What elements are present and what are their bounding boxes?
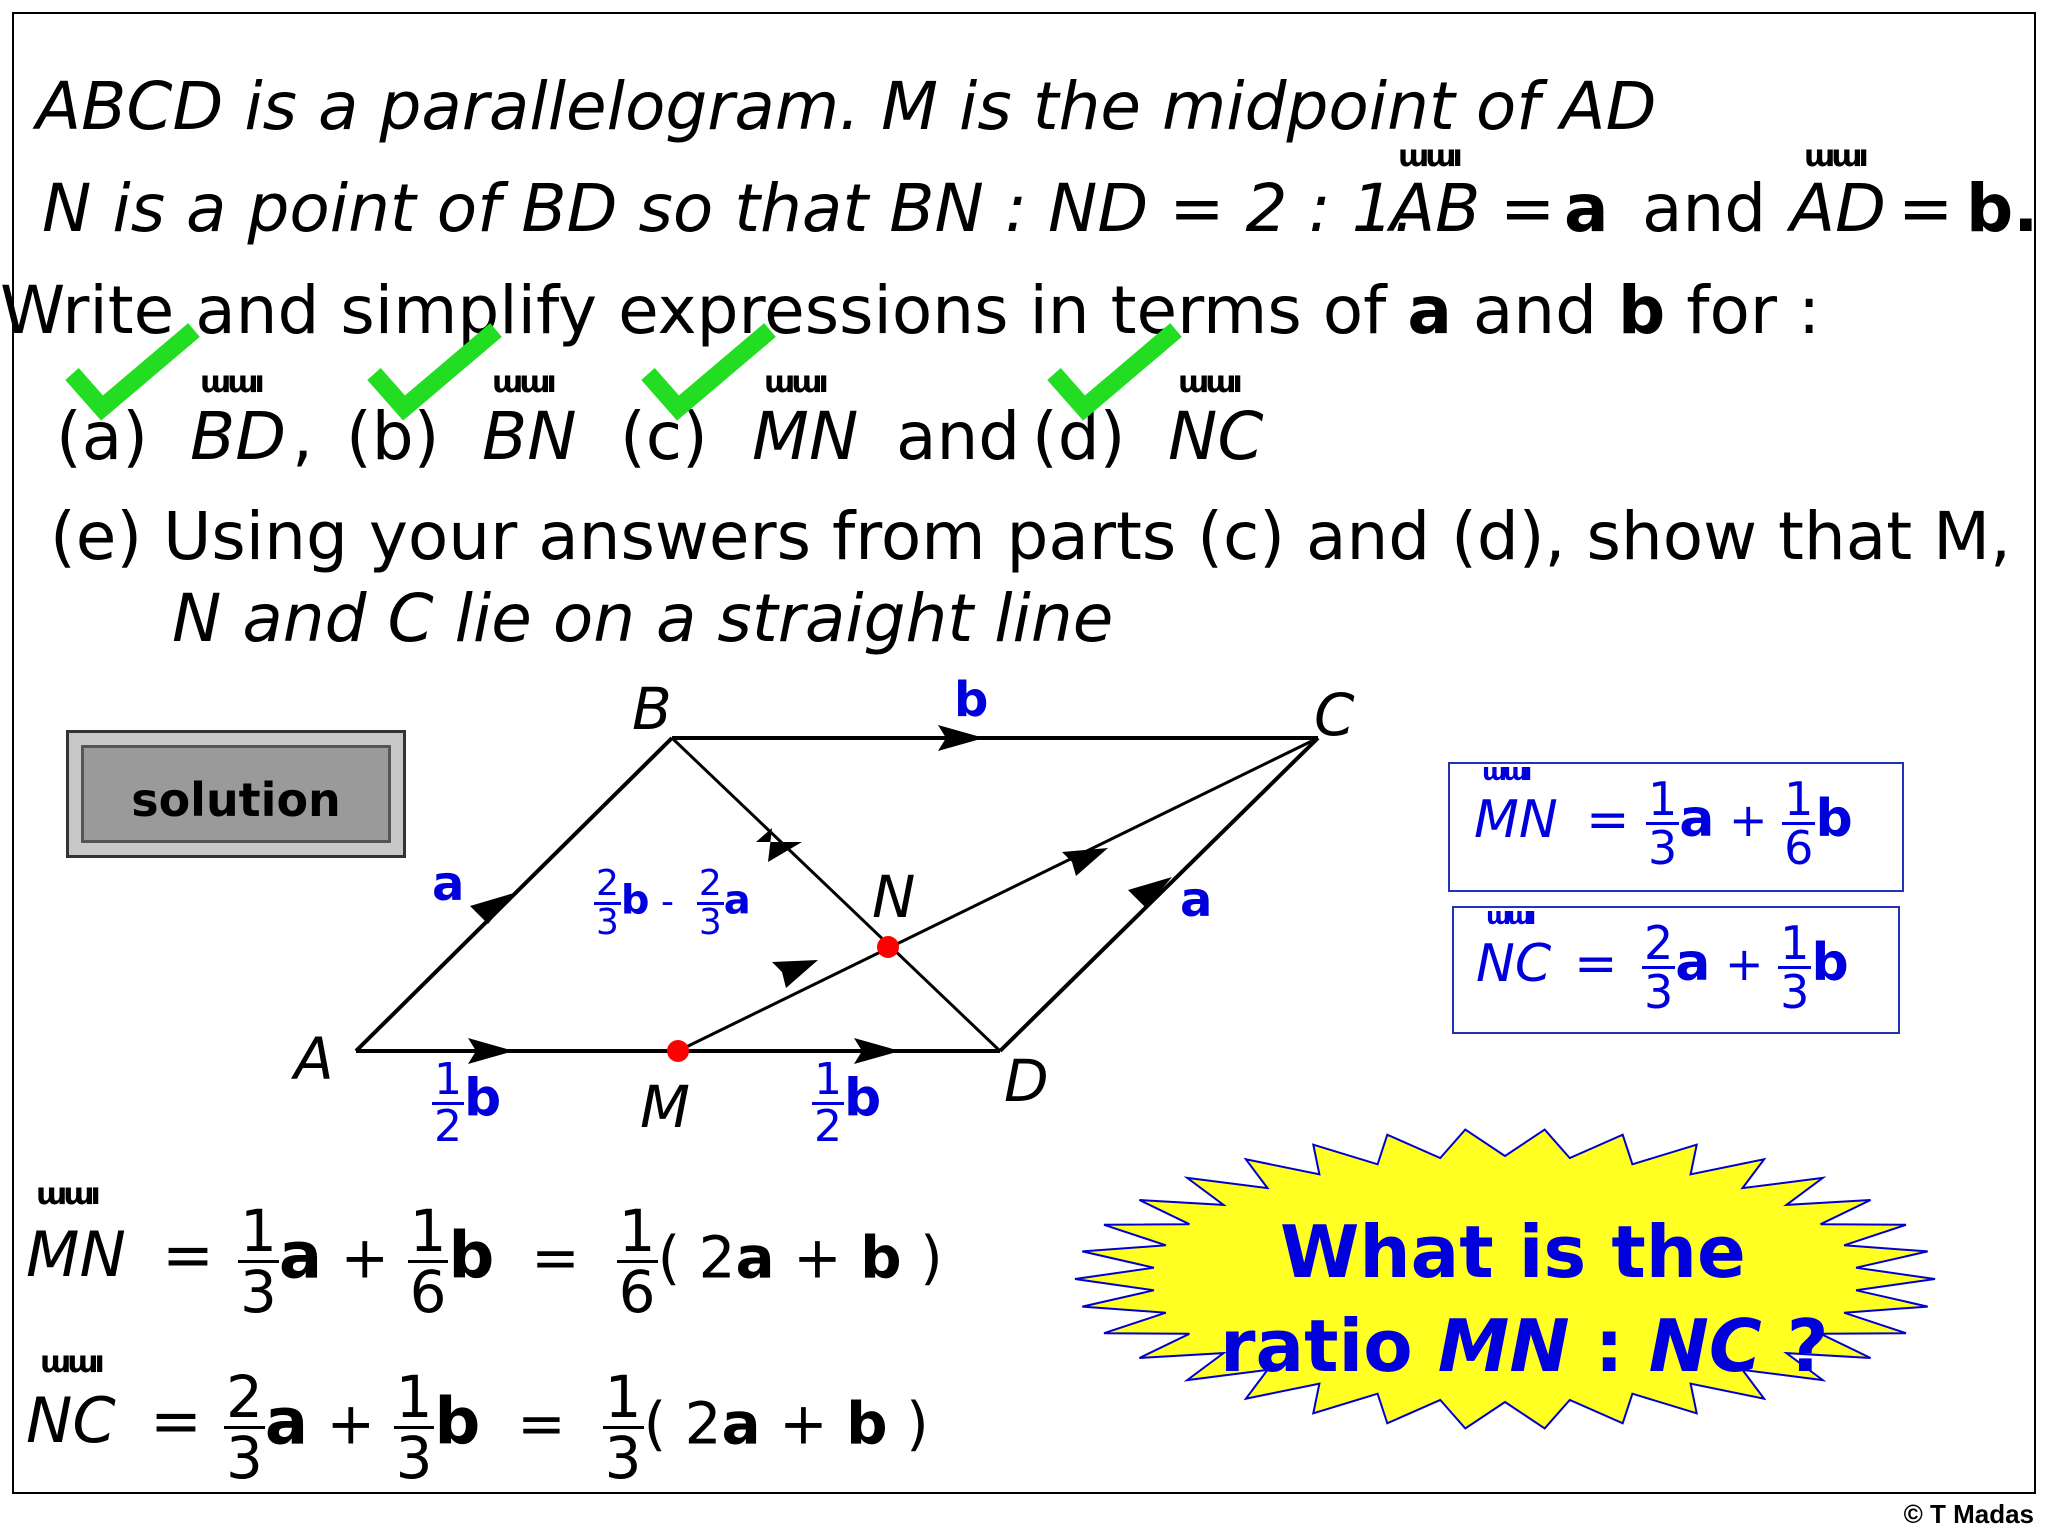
vector-arrow-bn: ɯɯı	[492, 365, 553, 400]
ad-value: b.	[1966, 170, 2039, 247]
label-bc-b: b	[954, 672, 989, 728]
problem-line-2-text: N is a point of BD so that BN : ND = 2 : 1.	[42, 170, 1415, 247]
ab-equals: =	[1500, 170, 1556, 247]
part-e-line-1: (e) Using your answers from parts (c) and (d), show that M,	[50, 498, 2011, 575]
point-m	[667, 1040, 689, 1062]
part-c-label: (c)	[620, 398, 708, 475]
label-am: $\frac{1}{2}$ b	[434, 1054, 502, 1152]
problem-line-3: Write and simplify expressions in terms of a and b for :	[0, 272, 1821, 349]
and-word: and	[1642, 170, 1767, 247]
label-dc-a: a	[1180, 872, 1213, 928]
mn-answer-box: ɯɯı MN = $\frac{1}{3}$ a + $\frac{1}{6}$ b	[1448, 762, 1904, 892]
part-b-label: (b)	[346, 398, 440, 475]
part-e-line-2: N and C lie on a straight line	[172, 580, 1114, 657]
part-d-vector: NC	[1168, 398, 1264, 475]
vector-arrow-nc: ɯɯı	[1178, 365, 1239, 400]
point-a-label: A	[294, 1025, 334, 1093]
vector-arrow-mn: ɯɯı	[764, 365, 825, 400]
part-c-vector: MN	[752, 398, 859, 475]
point-n	[877, 936, 899, 958]
part-a-comma: ,	[292, 398, 313, 475]
vector-ab-label: AB	[1390, 170, 1481, 247]
vector-arrow-ad: ɯɯı	[1804, 139, 1865, 174]
part-a-label: (a)	[56, 398, 148, 475]
point-d-label: D	[1004, 1047, 1049, 1115]
label-ab-a: a	[432, 856, 465, 912]
vector-arrow-bd: ɯɯı	[200, 365, 261, 400]
vector-ad-label: AD	[1790, 170, 1886, 247]
label-md: $\frac{1}{2}$ b	[814, 1054, 882, 1152]
side-dc	[1000, 738, 1318, 1051]
solution-button[interactable]: solution	[66, 730, 406, 858]
label-bn: $\frac{2}{3}$ b - $\frac{2}{3}$ a	[596, 863, 751, 943]
ad-equals: =	[1898, 170, 1954, 247]
problem-line-1: ABCD is a parallelogram. M is the midpoint of AD	[36, 68, 1657, 145]
point-n-label: N	[872, 863, 916, 931]
point-b-label: B	[632, 675, 672, 743]
vector-arrow-ab: ɯɯı	[1398, 139, 1459, 174]
copyright: © T Madas	[1903, 1499, 2034, 1529]
line-mc	[678, 738, 1318, 1051]
part-b-vector: BN	[482, 398, 577, 475]
part-c-and: and	[896, 398, 1021, 475]
callout-line-1: What is the	[1280, 1210, 1746, 1294]
point-m-label: M	[640, 1073, 691, 1141]
nc-answer-box: ɯɯı NC = $\frac{2}{3}$ a + $\frac{1}{3}$ b	[1452, 906, 1900, 1034]
ab-value: a	[1564, 170, 1609, 247]
part-a-vector: BD	[190, 398, 287, 475]
point-c-label: C	[1314, 681, 1355, 749]
callout-line-2: ratio MN : NC ?	[1220, 1304, 1829, 1388]
part-d-label: (d)	[1032, 398, 1126, 475]
